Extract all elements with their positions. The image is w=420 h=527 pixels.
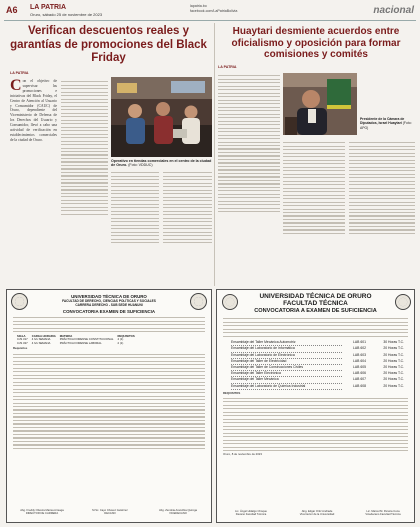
th-sigla: SIGLA (17, 333, 26, 338)
page-number: A6 (6, 5, 18, 15)
notice-right-subject-list (217, 339, 414, 390)
notice-left-req-title: Requisitos (13, 345, 28, 350)
notice-right-signature-1: Lic. Ángel Hidalgo Choque Decano Facultad Técnica (235, 510, 267, 517)
newspaper-logo: LA PATRIA (30, 4, 67, 11)
notice-left (6, 289, 212, 523)
list-item: Ensamblaje del Taller Mecánica Automotriz LAB 601 30 Horas T.C. (231, 340, 404, 346)
left-column-3 (111, 170, 159, 284)
university-seal-right (222, 294, 238, 310)
notice-left-signature-2: M.Sc. Cayo Chavez Gutiérrez DECANO (92, 509, 128, 516)
notice-left-table (15, 335, 137, 346)
notice-left-signature-1: Abg. Freddy Oliveira Marisa Arreaga DIRECTOR DE CARRERA (20, 509, 64, 516)
section-name: nacional (373, 5, 414, 16)
left-photo-caption (111, 159, 212, 168)
edition-date: Oruro, sábado 25 de noviembre de 2023 (30, 12, 103, 17)
web-link-1[interactable]: lapatria.bo (190, 4, 207, 8)
list-item: Ensamblaje del Laboratorio de Química Industrial LAB 608 20 Horas T.C. (231, 384, 404, 390)
notice-right-signature-2: Abg. Edgar Ortiz Andrade Vicerrector de la Universidad (299, 510, 335, 517)
left-caption-credit: (Foto: VDDUC) (128, 163, 153, 168)
faculty-seal-right (395, 294, 411, 310)
right-caption-text: Presidente de la Cámara de Diputados, Israel Huaytari (360, 117, 405, 126)
page-header (4, 3, 416, 21)
th-requisitos: REQUISITOS (117, 333, 135, 338)
notice-left-signature-3: Abg. Zenobia Arancibia Quiroga VICEDECANO (158, 509, 198, 516)
newspaper-page (4, 3, 416, 524)
right-column-3 (349, 140, 415, 285)
right-column-1 (218, 73, 280, 285)
right-column-2 (283, 140, 345, 285)
notice-left-career: CARRERA DERECHO - SUB SEDE HUANUNI (75, 303, 143, 307)
left-kicker: LA PATRIA (10, 71, 29, 75)
left-column-2 (61, 79, 108, 284)
notice-right (216, 289, 415, 523)
list-item: Ensamblaje del Taller Electrónica LAB 606 20 Horas T.C. (231, 371, 404, 377)
list-item: Ensamblaje del Laboratorio de Informática LAB 602 20 Horas T.C. (231, 346, 404, 352)
huaytari-photo (283, 73, 357, 135)
cell: 2 (1) (117, 341, 124, 346)
cell: 4 h/s SEMANA (31, 341, 51, 346)
faculty-seal-left (190, 293, 207, 310)
web-links (190, 4, 237, 13)
cell: CJS 317 (17, 337, 28, 342)
right-kicker: LA PATRIA (218, 65, 237, 69)
cell: 4 (1) (117, 337, 124, 342)
list-item: Ensamblaje del Taller de Electricidad LAB 604 20 Horas T.C. (231, 359, 404, 365)
right-photo-caption (360, 117, 416, 130)
left-column-4 (163, 170, 212, 284)
university-seal-left (11, 293, 28, 310)
left-caption-text: Operativo en tiendas comerciales en el centro de la ciudad de Oruro. (111, 159, 212, 168)
column-divider (214, 23, 215, 286)
black-friday-photo (111, 77, 212, 157)
cell: 4 h/s SEMANA (31, 337, 51, 342)
notice-left-faculty: FACULTAD DE DERECHO, CIENCIAS POLÍTICAS Y SOCIALES (62, 299, 156, 303)
notice-right-req-title: REQUISITOS (223, 390, 241, 395)
notice-left-title: CONVOCATORIA EXAMEN DE SUFICIENCIA (62, 309, 156, 314)
th-materia: MATERIA (59, 333, 73, 338)
notice-right-faculty: FACULTAD TÉCNICA (283, 300, 348, 307)
web-link-2[interactable]: facebook.com/LaPatriaBolivia (190, 8, 238, 13)
left-column-1 (10, 79, 57, 284)
notice-left-intro (7, 314, 211, 332)
th-carga: CARGA HORARIA (31, 333, 56, 338)
right-headline: Huaytari desmiente acuerdos entre oficialismo y oposición para formar comisiones y comités (231, 26, 401, 60)
notice-right-requirements (217, 398, 414, 451)
left-lead-text: on el objetivo de supervisar las promociones e iniciativas del Black Friday, el Centro de Atención al Usuario y Consumidor (CAUC) de Oruro, dependiente del Viceministerio de Defensa de los Derechos del Usuario y Consumidor, llevó a cabo una actividad de verificación en establecimientos comerciales de la ciudad de Oruro. (10, 79, 57, 142)
table-row (15, 342, 137, 346)
notice-right-intro (217, 315, 414, 337)
cell: PRÁCTICA FORENSE CONSTITUCIONAL (59, 337, 114, 342)
left-headline: Verifican descuentos reales y garantías de promociones del Black Friday (10, 25, 207, 64)
list-item: Ensamblaje del Taller de Construcciones Civiles LAB 605 20 Horas T.C. (231, 365, 404, 371)
notice-left-requirements (7, 354, 211, 449)
list-item: Ensamblaje del Taller Mecánica LAB 607 20 Horas T.C. (231, 377, 404, 383)
notice-right-title: CONVOCATORIA A EXAMEN DE SUFICIENCIA (254, 308, 377, 314)
cell: CJS 327 (17, 341, 28, 346)
notice-right-university: UNIVERSIDAD TÉCNICA DE ORURO (259, 293, 372, 300)
dropcap: C (10, 79, 22, 94)
notice-left-university: UNIVERSIDAD TÉCNICA DE ORURO (71, 294, 147, 299)
cell: PRÁCTICA FORENSE LABORAL (59, 341, 102, 346)
list-item: Ensamblaje del Laboratorio de Electrónica LAB 603 20 Horas T.C. (231, 353, 404, 359)
notice-right-place-date: Oruro, 8 de noviembre de 2023 (223, 452, 262, 457)
right-caption-credit: (Foto: APG) (360, 121, 412, 130)
notice-right-signature-3: Lic. Marcel M. Pereira Coca Vicedecano Facultad Técnica (365, 510, 401, 517)
